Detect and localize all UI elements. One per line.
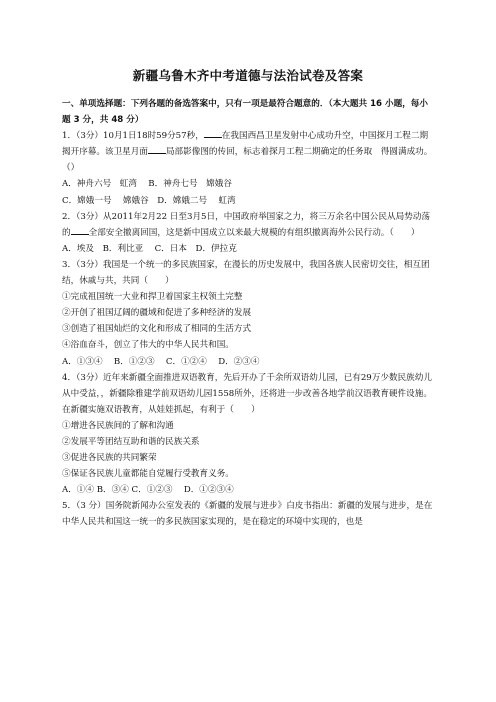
question-3: 3．（3分）我国是一个统一的多民族国家，在漫长的历史发展中，我国各族人民密切交往，相互团结，休戚与共，共同（ ） bbox=[62, 259, 430, 287]
question-1-text-c: 局部影像图的传回，标志着探月工程二期确定的任务取 得圆满成功。（） bbox=[62, 147, 433, 174]
question-2-options: A．埃及 B．利比亚 C．日本 D．伊拉克 bbox=[62, 243, 237, 254]
question-1 bbox=[62, 128, 436, 176]
section-heading: 一、单项选择题：下列各题的备选答案中，只有一项是最符合题意的．（本大题共 16 小题，每小题 3 分，共 48 分） bbox=[62, 99, 428, 126]
question-4-item: ②发展平等团结互助和谐的民族关系 bbox=[62, 436, 200, 447]
question-3-item: ②开创了祖国辽阔的疆域和促进了多种经济的发展 bbox=[62, 308, 252, 319]
document-body bbox=[62, 96, 436, 531]
question-3-item: ①完成祖国统一大业和捍卫着国家主权领土完整 bbox=[62, 292, 243, 303]
document-title: 新疆乌鲁木齐中考道德与法治试卷及答案 bbox=[132, 68, 364, 83]
question-3-options: A．①③④ B．①②③ C．①②④ D．②③④ bbox=[62, 356, 260, 367]
question-1-options-cd: C．嫦娥一号 嫦娥谷 D．嫦娥二号 虹湾 bbox=[62, 195, 236, 206]
question-4-item: ③促进各民族的共同繁荣 bbox=[62, 453, 157, 464]
question-2 bbox=[62, 209, 436, 241]
question-3-item: ③创造了祖国灿烂的文化和形成了相同的生活方式 bbox=[62, 324, 252, 335]
question-4: 4．（3分）近年来新疆全面推进双语教育，先后开办了千余所双语幼儿园，已有29万少数民族幼儿从中受益，，新疆除雅建学前双语幼儿园1558所外，还将进一步改善各地学前汉语教育硬件设施。在新疆实施双语教育，从娃娃抓起，有利于（ ） bbox=[62, 372, 432, 415]
question-2-text-a: 2．（3分）从2011年2月22 日至3月5日，中国政府举国家之力，将三万余名中国公民从局势动荡的 bbox=[62, 211, 430, 238]
question-2-text-b: 全部安全撤离回国，这是新中国成立以来最大规模的有组织撤离海外公民行动。（ ） bbox=[88, 227, 420, 238]
answer-blank bbox=[71, 225, 89, 235]
question-4-item: ①增进各民族间的了解和沟通 bbox=[62, 420, 174, 431]
question-4-options: A．①④ B．③④ C．①②③ D．①②③④ bbox=[62, 485, 234, 496]
question-1-text-b: 在我国西昌卫星发射中心成功升空，中国探月工程二期揭开序幕。该卫星月面 bbox=[62, 131, 429, 158]
answer-blank bbox=[204, 128, 222, 138]
answer-blank bbox=[148, 144, 166, 154]
question-4-item: ⑤保证各民族儿童都能自觉履行受教育义务。 bbox=[62, 469, 234, 480]
question-3-item: ④浴血奋斗，创立了伟大的中华人民共和国。 bbox=[62, 340, 234, 351]
question-5: 5．（3 分）国务院新闻办公室发表的《新疆的发展与进步》白皮书指出：新疆的发展与进步，是在中华人民共和国这一统一的多民族国家实现的，是在稳定的环境中实现的，也是 bbox=[62, 501, 433, 528]
question-1-options-ab: A．神舟六号 虹湾 B．神舟七号 嫦娥谷 bbox=[62, 179, 232, 190]
question-1-text-a: 1．（3分）10月1日18时59分57秒， bbox=[62, 131, 204, 142]
